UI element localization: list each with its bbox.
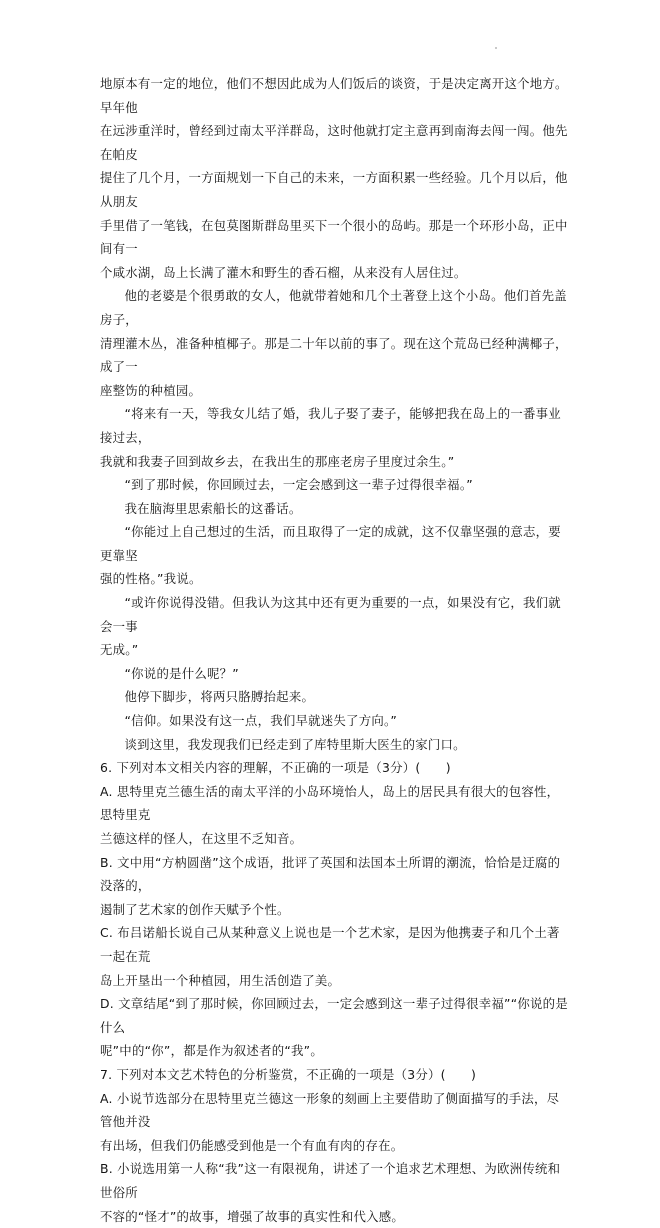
option-line: 有出场，但我们仍能感受到他是一个有血有肉的存在。	[100, 1134, 570, 1158]
article-body	[100, 72, 570, 1228]
option-line: 兰德这样的怪人，在这里不乏知音。	[100, 827, 570, 851]
text-line: 座整饬的种植园。	[100, 379, 570, 403]
text-line: 我在脑海里思索船长的这番话。	[100, 497, 570, 521]
text-line: 我就和我妻子回到故乡去，在我出生的那座老房子里度过余生。”	[100, 450, 570, 474]
text-line: “或许你说得没错。但我认为这其中还有更为重要的一点，如果没有它，我们就会一事	[100, 591, 570, 638]
scan-speck	[495, 47, 497, 49]
text-line: 无成。”	[100, 638, 570, 662]
text-line: 在远涉重洋时，曾经到过南太平洋群岛，这时他就打定主意再到南海去闯一闯。他先在帕皮	[100, 119, 570, 166]
text-line: “你说的是什么呢？”	[100, 662, 570, 686]
text-line: 地原本有一定的地位，他们不想因此成为人们饭后的谈资，于是决定离开这个地方。早年他	[100, 72, 570, 119]
option-line: B. 文中用“方枘圆凿”这个成语，批评了英国和法国本土所谓的潮流，恰恰是迂腐的没落的，	[100, 851, 570, 898]
option-line: A. 思特里克兰德生活的南太平洋的小岛环境怡人，岛上的居民具有很大的包容性，思特里克	[100, 780, 570, 827]
text-line: 提住了几个月，一方面规划一下自己的未来，一方面积累一些经验。几个月以后，他从朋友	[100, 166, 570, 213]
option-line: 不容的“怪才”的故事，增强了故事的真实性和代入感。	[100, 1205, 570, 1228]
option-line: B. 小说选用第一人称“我”这一有限视角，讲述了一个追求艺术理想、为欧洲传统和世俗所	[100, 1157, 570, 1204]
text-line: “将来有一天，等我女儿结了婚，我儿子娶了妻子，能够把我在岛上的一番事业接过去，	[100, 402, 570, 449]
option-line: 遏制了艺术家的创作天赋予个性。	[100, 898, 570, 922]
option-line: 岛上开垦出一个种植园，用生活创造了美。	[100, 969, 570, 993]
option-line: 呢”中的“你”，都是作为叙述者的“我”。	[100, 1039, 570, 1063]
option-line: A. 小说节选部分在思特里克兰德这一形象的刻画上主要借助了侧面描写的手法，尽管他并没	[100, 1087, 570, 1134]
text-line: 清理灌木丛，准备种植椰子。那是二十年以前的事了。现在这个荒岛已经种满椰子，成了一	[100, 332, 570, 379]
text-line: “你能过上自己想过的生活，而且取得了一定的成就，这不仅靠坚强的意志，要更靠坚	[100, 520, 570, 567]
text-line: 个咸水湖，岛上长满了灌木和野生的香石榴，从来没有人居住过。	[100, 261, 570, 285]
question-stem: 6. 下列对本文相关内容的理解，不正确的一项是（3分）( )	[100, 756, 570, 780]
question-stem: 7. 下列对本文艺术特色的分析鉴赏，不正确的一项是（3分）( )	[100, 1063, 570, 1087]
text-line: 强的性格。”我说。	[100, 567, 570, 591]
text-line: 手里借了一笔钱，在包莫图斯群岛里买下一个很小的岛屿。那是一个环形小岛，正中间有一	[100, 214, 570, 261]
text-line: “到了那时候，你回顾过去，一定会感到这一辈子过得很幸福。”	[100, 473, 570, 497]
text-line: 他的老婆是个很勇敢的女人，他就带着她和几个土著登上这个小岛。他们首先盖房子，	[100, 284, 570, 331]
text-line: 谈到这里，我发现我们已经走到了库特里斯大医生的家门口。	[100, 733, 570, 757]
option-line: C. 布吕诺船长说自己从某种意义上说也是一个艺术家，是因为他携妻子和几个土著一起在荒	[100, 921, 570, 968]
text-line: “信仰。如果没有这一点，我们早就迷失了方向。”	[100, 709, 570, 733]
option-line: D. 文章结尾“到了那时候，你回顾过去，一定会感到这一辈子过得很幸福”“你说的是什么	[100, 992, 570, 1039]
text-line: 他停下脚步，将两只胳膊抬起来。	[100, 685, 570, 709]
